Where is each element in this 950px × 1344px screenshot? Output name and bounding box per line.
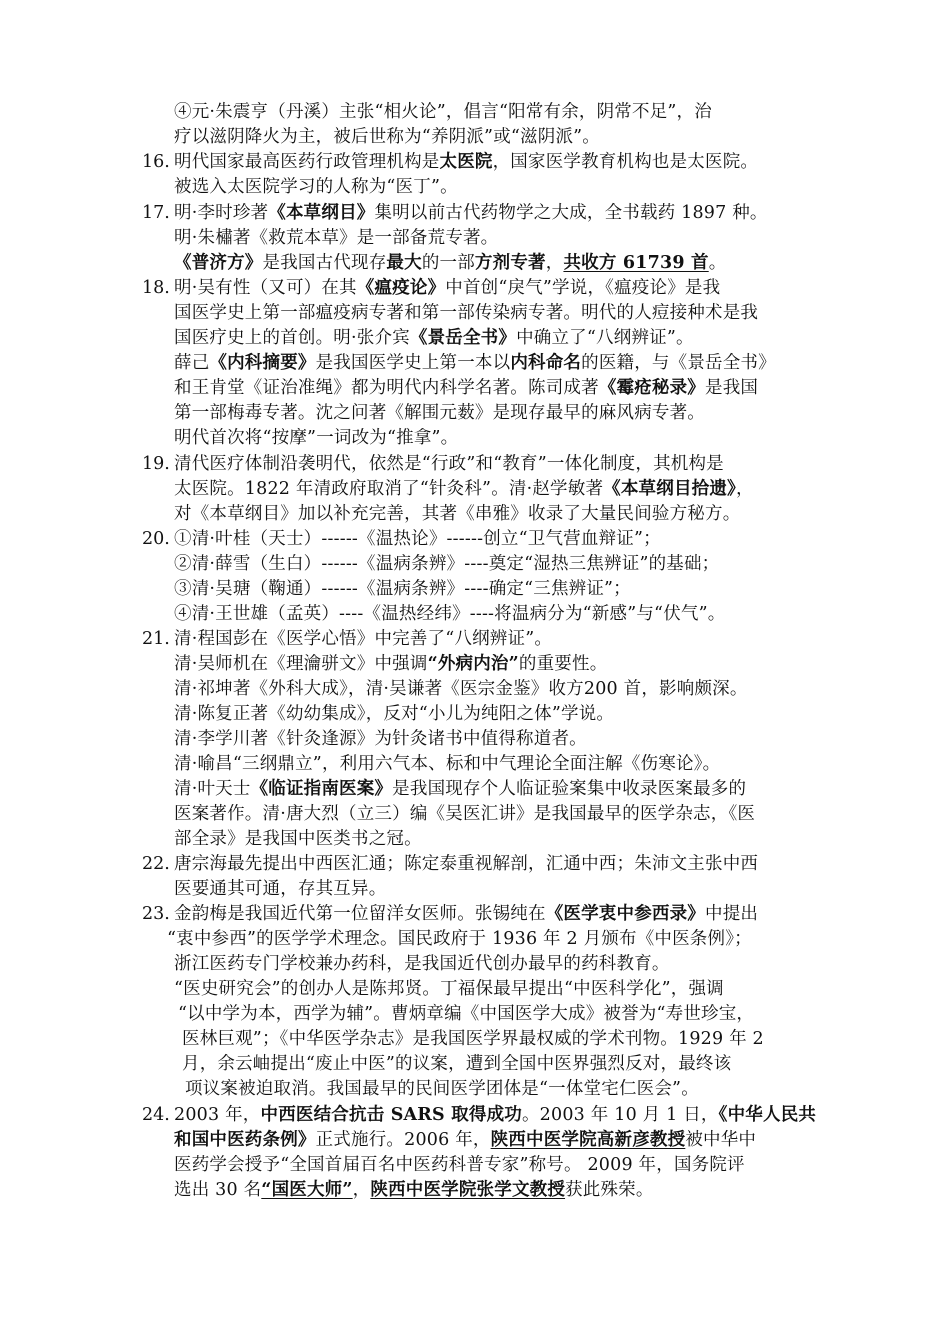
text-line: 清·李学川著《针灸逢源》为针灸诸书中值得称道者。 bbox=[174, 729, 587, 749]
text-line: 浙江医药专门学校兼办药科，是我国近代创办最早的药科教育。 bbox=[174, 954, 670, 974]
text-line: 2003 年，中西医结合抗击 SARS 取得成功。2003 年 10 月 1 日，《中华人民共 bbox=[174, 1105, 817, 1125]
bold-term: 《中华人民共 bbox=[718, 1105, 817, 1125]
text-line: 选出 30 名“国医大师”，陕西中医学院张学文教授获此殊荣。 bbox=[174, 1180, 654, 1200]
text-line: 国医学史上第一部瘟疫病专著和第一部传染病专著。明代的人痘接种术是我 bbox=[174, 303, 759, 323]
text-line: 医要通其可通，存其互异。 bbox=[174, 879, 387, 899]
text-line: 清·叶天士《临证指南医案》是我国现存个人临证验案集中收录医案最多的 bbox=[174, 779, 747, 799]
item-number: 24. bbox=[142, 1105, 170, 1125]
item-number: 19. bbox=[142, 454, 170, 474]
text-line: 项议案被迫取消。我国最早的民间医学团体是“一体堂宅仁医会”。 bbox=[185, 1079, 699, 1099]
item-number: 22. bbox=[142, 854, 170, 874]
bold-underlined-term: 陕西中医学院张学文教授 bbox=[370, 1180, 566, 1200]
text-line: 清·祁坤著《外科大成》，清·吴谦著《医宗金鉴》收方200 首，影响颇深。 bbox=[174, 679, 748, 699]
bold-term: 内科命名 bbox=[510, 353, 582, 373]
bold-term: 太医院 bbox=[439, 152, 493, 172]
text-line: ①清·叶桂（天士）------《温热论》------创立“卫气营血辩证”； bbox=[174, 529, 661, 549]
text-line: 第一部梅毒专著。沈之问著《解围元薮》是现存最早的麻风病专著。 bbox=[174, 403, 705, 423]
text-line: 国医疗史上的首创。明·张介宾《景岳全书》中确立了“八纲辨证”。 bbox=[174, 328, 694, 348]
text-line: 明·吴有性（又可）在其《瘟疫论》中首创“戾气”学说，《瘟疫论》是我 bbox=[174, 278, 721, 298]
text-line: 医案著作。清·唐大烈（立三）编《吴医汇讲》是我国最早的医学杂志，《医 bbox=[174, 804, 756, 824]
bold-underlined-term: 共收方 61739 首 bbox=[563, 253, 709, 273]
bold-term: 最大 bbox=[386, 253, 422, 273]
text-line: “衷中参西”的医学学术理念。国民政府于 1936 年 2 月颁布《中医条例》； bbox=[167, 929, 752, 949]
text-line: 月，余云岫提出“废止中医”的议案，遭到全国中医界强烈反对，最终该 bbox=[182, 1054, 732, 1074]
text-line: 被选入太医院学习的人称为“医丁”。 bbox=[174, 177, 458, 197]
text-line: 部全录》是我国中医类书之冠。 bbox=[174, 829, 422, 849]
bold-underlined-term: “国医大师” bbox=[261, 1180, 353, 1200]
bold-term: 《普济方》 bbox=[174, 253, 263, 273]
bold-term: 《临证指南医案》 bbox=[250, 779, 393, 799]
bold-term: 中西医结合抗击 SARS 取得成功 bbox=[260, 1105, 522, 1125]
bold-term: 《霉疮秘录》 bbox=[598, 378, 706, 398]
bold-term: 《医学衷中参西录》 bbox=[545, 904, 706, 924]
text-line: “以中学为本，西学为辅”。曹炳章编《中国医学大成》被誉为“寿世珍宝， bbox=[178, 1004, 755, 1024]
bold-term: 和国中医药条例》 bbox=[174, 1130, 316, 1150]
text-line: 医林巨观”；《中华医学杂志》是我国医学界最权威的学术刊物。1929 年 2 bbox=[182, 1029, 764, 1049]
text-line: 清代医疗体制沿袭明代，依然是“行政”和“教育”一体化制度，其机构是 bbox=[174, 454, 724, 474]
text-line: 明代国家最高医药行政管理机构是太医院，国家医学教育机构也是太医院。 bbox=[174, 152, 759, 172]
text-line: 清·喻昌“三纲鼎立”，利用六气本、标和中气理论全面注解《伤寒论》。 bbox=[174, 754, 721, 774]
text-line: 金韵梅是我国近代第一位留洋女医师。张锡纯在《医学衷中参西录》中提出 bbox=[174, 904, 759, 924]
bold-term: 《内科摘要》 bbox=[209, 353, 316, 373]
text-line: 对《本草纲目》加以补充完善，其著《串雅》收录了大量民间验方秘方。 bbox=[174, 504, 741, 524]
text-line: 清·吴师机在《理瀹骈文》中强调“外病内治”的重要性。 bbox=[174, 654, 608, 674]
bold-term: 《本草纲目拾遗》 bbox=[603, 479, 737, 499]
text-line: 唐宗海最先提出中西医汇通；陈定泰重视解剖，汇通中西；朱沛文主张中西 bbox=[174, 854, 759, 874]
text-line: 明·朱橚著《救荒本草》是一部备荒专著。 bbox=[174, 228, 499, 248]
text-line: 明·李时珍著《本草纲目》集明以前古代药物学之大成，全书载药 1897 种。 bbox=[174, 203, 768, 223]
text-line: 和王肯堂《证治准绳》都为明代内科学名著。陈司成著《霉疮秘录》是我国 bbox=[174, 378, 759, 398]
bold-underlined-term: 陕西中医学院高新彦教授 bbox=[490, 1130, 686, 1150]
text-line: 清·程国彭在《医学心悟》中完善了“八纲辨证”。 bbox=[174, 629, 553, 649]
bold-term: “外病内治” bbox=[427, 654, 519, 674]
text-line: 明代首次将“按摩”一词改为“推拿”。 bbox=[174, 428, 459, 448]
text-line: ④元·朱震亨（丹溪）主张“相火论”，倡言“阳常有余，阴常不足”，治 bbox=[174, 102, 712, 122]
bold-term: 《瘟疫论》 bbox=[356, 278, 446, 298]
text-line: 薛己《内科摘要》是我国医学史上第一本以内科命名的医籍，与《景岳全书》 bbox=[174, 353, 776, 373]
text-line: “医史研究会”的创办人是陈邦贤。丁福保最早提出“中医科学化”，强调 bbox=[174, 979, 724, 999]
text-line: 《普济方》是我国古代现存最大的一部方剂专著，共收方 61739 首。 bbox=[174, 253, 727, 273]
item-number: 16. bbox=[142, 152, 170, 172]
item-number: 18. bbox=[142, 278, 170, 298]
item-number: 23. bbox=[142, 904, 170, 924]
text-line: 清·陈复正著《幼幼集成》，反对“小儿为纯阳之体”学说。 bbox=[174, 704, 615, 724]
bold-term: 《景岳全书》 bbox=[409, 328, 517, 348]
text-line: 疗以滋阴降火为主，被后世称为“养阴派”或“滋阴派”。 bbox=[174, 127, 600, 147]
text-line: 医药学会授予“全国首届百名中医药科普专家”称号。 2009 年，国务院评 bbox=[174, 1155, 745, 1175]
item-number: 21. bbox=[142, 629, 170, 649]
bold-term: 《本草纲目》 bbox=[268, 203, 375, 223]
text-line: ③清·吴瑭（鞠通）------《温病条辨》----确定“三焦辨证”； bbox=[174, 579, 631, 599]
text-line: 太医院。1822 年清政府取消了“针灸科”。清·赵学敏著《本草纲目拾遗》， bbox=[174, 479, 754, 499]
bold-term: 方剂专著 bbox=[474, 253, 546, 273]
item-number: 20. bbox=[142, 529, 170, 549]
text-line: 和国中医药条例》正式施行。2006 年，陕西中医学院高新彦教授被中华中 bbox=[174, 1130, 757, 1150]
text-line: ②清·薛雪（生白）------《温病条辨》----奠定“湿热三焦辨证”的基础； bbox=[174, 554, 720, 574]
text-line: ④清·王世雄（孟英）----《温热经纬》----将温病分为“新感”与“伏气”。 bbox=[174, 604, 726, 624]
item-number: 17. bbox=[142, 203, 170, 223]
